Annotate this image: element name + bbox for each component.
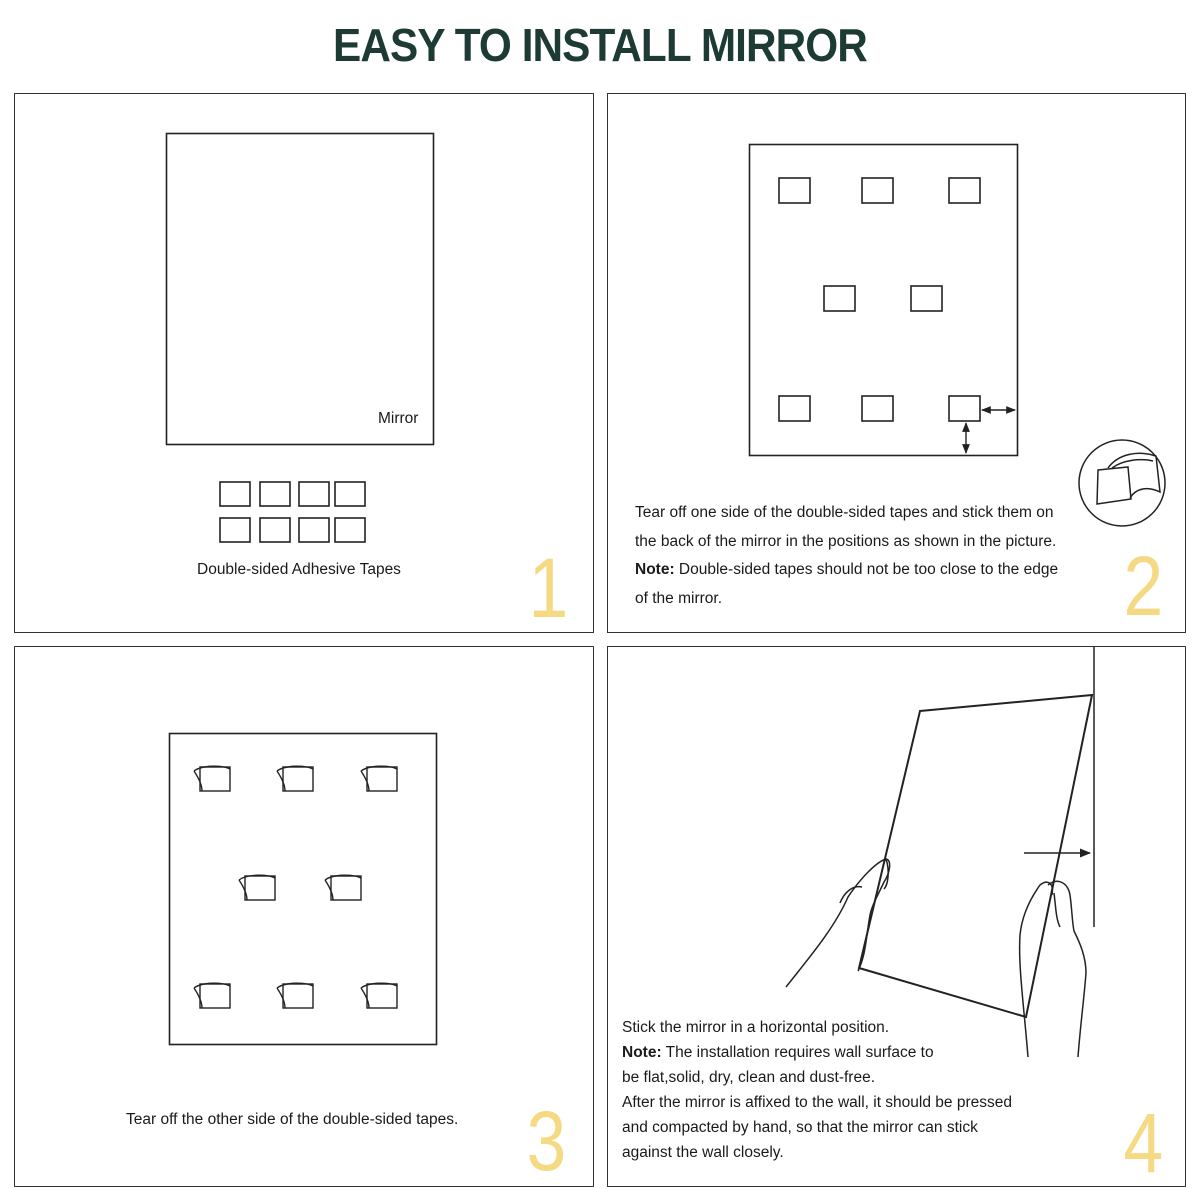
right-hand	[1020, 881, 1086, 1057]
peeled-tapes	[194, 766, 397, 1008]
step-3-panel	[14, 646, 594, 1187]
step-2-instructions: Tear off one side of the double-sided tapes and stick them on the back of the mirror in the positions as shown in the picture. Note: Double-sided tapes should not be too close to the edge of the mirror.	[635, 504, 1059, 607]
tilted-mirror	[859, 695, 1092, 1017]
page-title: EASY TO INSTALL MIRROR	[333, 19, 867, 71]
peeled-tape-8	[361, 983, 397, 1008]
step-1-panel	[14, 93, 594, 633]
step-3-illustration	[15, 647, 595, 1188]
peeled-tape-5	[325, 875, 361, 900]
step-2-panel	[607, 93, 1186, 633]
tape-positions	[779, 178, 980, 421]
tapes-label: Double-sided Adhesive Tapes	[197, 561, 401, 578]
step-number-4: 4	[1123, 1096, 1164, 1190]
step-number-1: 1	[528, 541, 569, 635]
step-1-illustration	[15, 94, 595, 634]
peeled-tape-7	[277, 983, 313, 1008]
mirror-outline	[167, 134, 434, 445]
tape-squares	[220, 482, 365, 542]
peeled-tape-3	[361, 766, 397, 791]
left-hand	[786, 859, 890, 987]
step-3-instructions: Tear off the other side of the double-sided tapes.	[126, 1111, 459, 1128]
peeled-tape-1	[194, 766, 230, 791]
step-number-3: 3	[526, 1094, 567, 1188]
mirror-label: Mirror	[378, 410, 419, 427]
step-number-2: 2	[1123, 539, 1164, 633]
peeled-tape-4	[239, 875, 275, 900]
peeled-tape-6	[194, 983, 230, 1008]
step-4-instructions: Stick the mirror in a horizontal position. Note: The installation requires wall surface to be flat,solid, dry, clean and dust-free. After the mirror is affixed to the wall, it should be pressed and compacted by hand, so that the mirror can stick against the wall closely.	[622, 1019, 1012, 1161]
peeled-tape-2	[277, 766, 313, 791]
peel-tape-icon	[1079, 440, 1165, 526]
mirror-back-outline	[750, 145, 1018, 456]
step-4-panel	[607, 646, 1186, 1190]
